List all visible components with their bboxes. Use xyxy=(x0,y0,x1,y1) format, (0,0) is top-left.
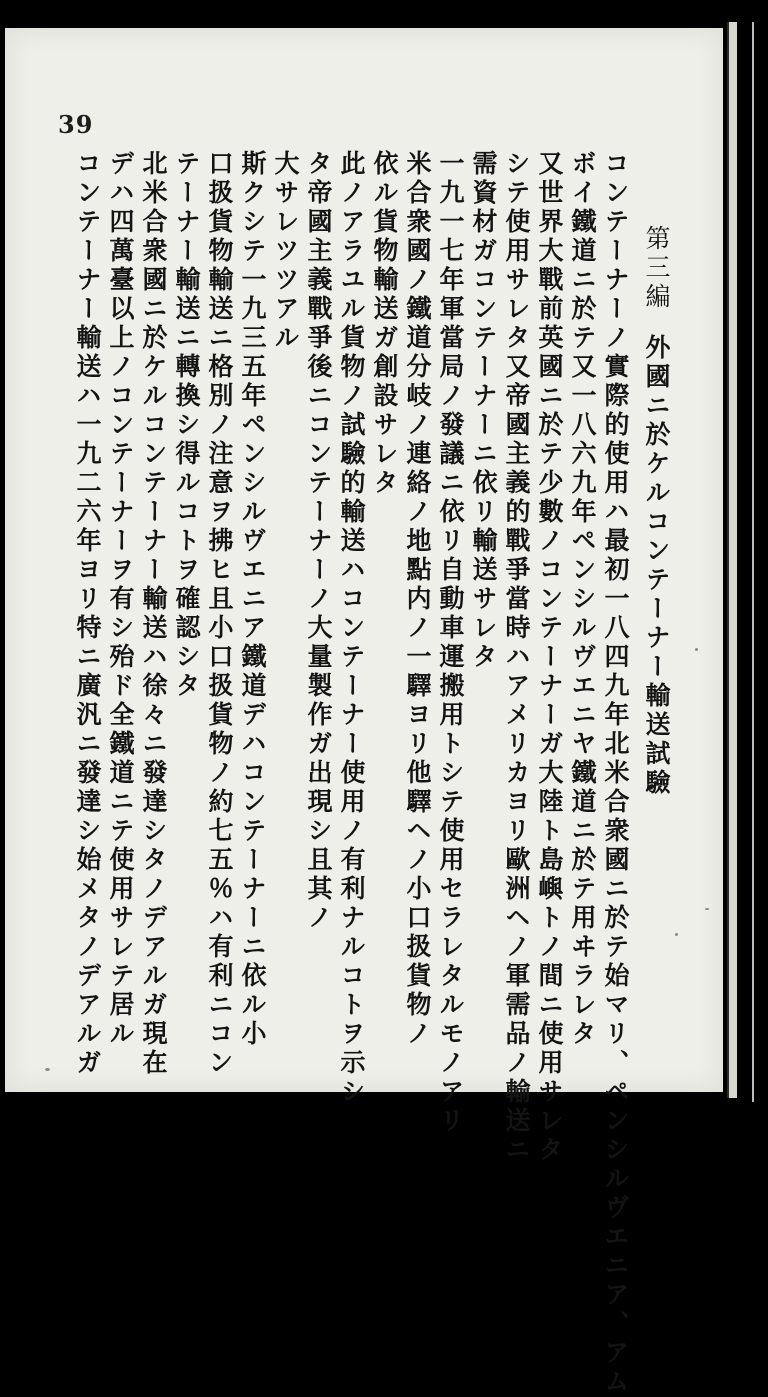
text-column: タ帝國主義戰爭後ニコンテーナーノ大量製作ガ出現シ且其ノ xyxy=(304,150,333,933)
text-column: 一九一七年軍當局ノ發議ニ依リ自動車運搬用トシテ使用セラレタルモノアリ xyxy=(436,150,465,1136)
text-column: デハ四萬臺以上ノコンテーナーヲ有シ殆ド全鐵道ニテ使用サレテ居ル xyxy=(106,150,135,1049)
text-column: 北米合衆國ニ於ケルコンテーナー輸送ハ徐々ニ發達シタノデアルガ現在 xyxy=(139,150,168,1078)
text-column: 米合衆國ノ鐵道分岐ノ連絡ノ地點内ノ一驛ヨリ他驛ヘノ小口扱貨物ノ xyxy=(403,150,432,1049)
text-column: テーナー輸送ニ轉換シ得ルコトヲ確認シタ xyxy=(172,150,201,701)
text-column: ボイ鐵道ニ於テ又一八六九年ペンシルヴエニヤ鐵道ニ於テ用ヰラレタ xyxy=(568,150,597,1049)
text-column: 又世界大戰前英國ニ於テ少數ノコンテーナーガ大陸ト島嶼トノ間ニ使用サレタ xyxy=(535,150,564,1165)
section-heading xyxy=(640,150,673,1090)
text-column: 斯クシテ一九三五年ペンシルヴエニア鐵道デハコンテーナーニ依ル小 xyxy=(238,150,267,1049)
page-edge xyxy=(727,22,737,1098)
text-column: 口扱貨物輸送ニ格別ノ注意ヲ拂ヒ且小口扱貨物ノ約七五％ハ有利ニコン xyxy=(205,150,234,1078)
paper-speck xyxy=(675,933,678,936)
vertical-text-block xyxy=(71,150,673,1397)
paper-speck xyxy=(695,648,698,651)
paper-speck xyxy=(45,1068,50,1071)
page-edge-line xyxy=(752,22,754,1102)
text-column: コンテーナーノ實際的使用ハ最初一八四九年北米合衆國ニ於テ始マリ、ペンシルヴエニア、アム xyxy=(601,150,630,1397)
paper-speck xyxy=(705,908,709,910)
text-column: 此ノアラユル貨物ノ試驗的輸送ハコンテーナー使用ノ有利ナルコトヲ示シ xyxy=(337,150,366,1107)
heading-title: 外國ニ於ケルコンテーナー輸送試驗 xyxy=(642,334,671,798)
section-label: 第三編 xyxy=(642,225,671,312)
page-number: 39 xyxy=(58,110,94,139)
text-column: 大サレツツアル xyxy=(271,150,300,353)
text-column: 依ル貨物輸送ガ創設サレタ xyxy=(370,150,399,498)
text-column: 需資材ガコンテーナーニ依リ輸送サレタ xyxy=(469,150,498,672)
text-column: シテ使用サレタ又帝國主義的戰爭當時ハアメリカヨリ歐洲ヘノ軍需品ノ輸送ニ xyxy=(502,150,531,1165)
text-column: コンテーナー輸送ハ一九二六年ヨリ特ニ廣汎ニ發達シ始メタノデアルガ xyxy=(73,150,102,1078)
